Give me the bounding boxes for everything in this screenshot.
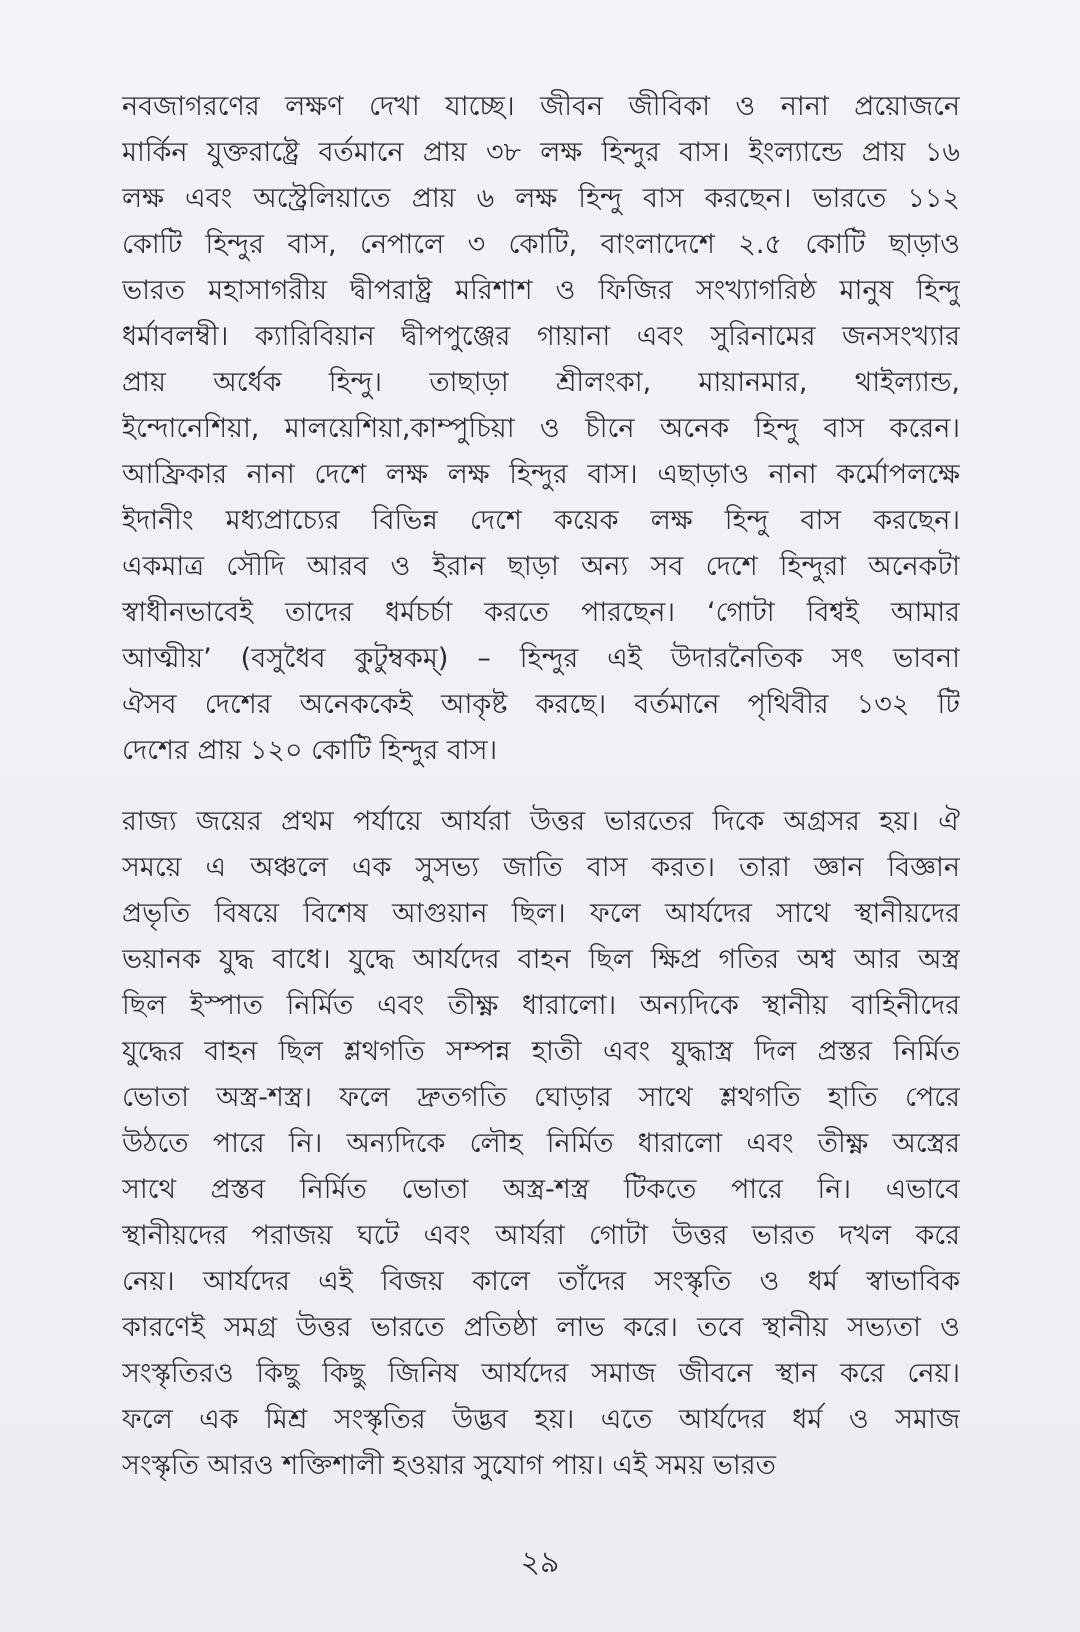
text-line: আত্মীয়’ (বসুধৈব কুটুম্বকম্) – হিন্দুর এই উদারনৈতিক সৎ ভাবনা bbox=[122, 643, 960, 674]
text-line: ভয়ানক যুদ্ধ বাধে। যুদ্ধে আর্যদের বাহন ছিল ক্ষিপ্র গতির অশ্ব আর অস্ত্র bbox=[122, 944, 960, 975]
text-line: সংস্কৃতিরও কিছু কিছু জিনিষ আর্যদের সমাজ জীবনে স্থান করে নেয়। bbox=[122, 1358, 960, 1389]
text-line: ধর্মাবলম্বী। ক্যারিবিয়ান দ্বীপপুঞ্জের গায়ানা এবং সুরিনামের জনসংখ্যার bbox=[122, 321, 960, 352]
text-line: আফ্রিকার নানা দেশে লক্ষ লক্ষ হিন্দুর বাস। এছাড়াও নানা কর্মোপলক্ষে bbox=[122, 459, 960, 490]
text-line: কারণেই সমগ্র উত্তর ভারতে প্রতিষ্ঠা লাভ করে। তবে স্থানীয় সভ্যতা ও bbox=[122, 1312, 960, 1343]
paragraph-hindu-diaspora bbox=[122, 84, 960, 774]
text-line: ঐসব দেশের অনেককেই আকৃষ্ট করছে। বর্তমানে পৃথিবীর ১৩২ টি bbox=[122, 689, 960, 720]
text-line: ইদানীং মধ্যপ্রাচ্যের বিভিন্ন দেশে কয়েক লক্ষ হিন্দু বাস করছেন। bbox=[122, 505, 960, 536]
text-line: কোটি হিন্দুর বাস, নেপালে ৩ কোটি, বাংলাদেশে ২.৫ কোটি ছাড়াও bbox=[122, 229, 960, 260]
text-line: সময়ে এ অঞ্চলে এক সুসভ্য জাতি বাস করত। তারা জ্ঞান বিজ্ঞান bbox=[122, 852, 960, 883]
text-line: সাথে প্রস্তব নির্মিত ভোতা অস্ত্র-শস্ত্র টিকতে পারে নি। এভাবে bbox=[122, 1174, 960, 1205]
text-line: ভোতা অস্ত্র-শস্ত্র। ফলে দ্রুতগতি ঘোড়ার সাথে শ্লথগতি হাতি পেরে bbox=[122, 1082, 960, 1113]
text-line: নেয়। আর্যদের এই বিজয় কালে তাঁদের সংস্কৃতি ও ধর্ম স্বাভাবিক bbox=[122, 1266, 960, 1297]
page-number: ২৯ bbox=[520, 1545, 560, 1580]
paragraph-aryan-conquest bbox=[122, 799, 960, 1489]
text-line: উঠতে পারে নি। অন্যদিকে লৌহ নির্মিত ধারালো এবং তীক্ষ্ণ অস্ত্রের bbox=[122, 1128, 960, 1159]
text-line: স্থানীয়দের পরাজয় ঘটে এবং আর্যরা গোটা উত্তর ভারত দখল করে bbox=[122, 1220, 960, 1251]
text-line: মার্কিন যুক্তরাষ্ট্রে বর্তমানে প্রায় ৩৮ লক্ষ হিন্দুর বাস। ইংল্যান্ডে প্রায় ১৬ bbox=[122, 137, 960, 168]
text-line: স্বাধীনভাবেই তাদের ধর্মচর্চা করতে পারছেন। ‘গোটা বিশ্বই আমার bbox=[122, 597, 960, 628]
text-line: রাজ্য জয়ের প্রথম পর্যায়ে আর্যরা উত্তর ভারতের দিকে অগ্রসর হয়। ঐ bbox=[122, 806, 960, 837]
text-line: সংস্কৃতি আরও শক্তিশালী হওয়ার সুযোগ পায়। এই সময় ভারত bbox=[122, 1450, 776, 1481]
text-line: প্রভৃতি বিষয়ে বিশেষ আগুয়ান ছিল। ফলে আর্যদের সাথে স্থানীয়দের bbox=[122, 898, 960, 929]
text-line: ইন্দোনেশিয়া, মালয়েশিয়া,কাম্পুচিয়া ও চীনে অনেক হিন্দু বাস করেন। bbox=[122, 413, 960, 444]
text-line: ফলে এক মিশ্র সংস্কৃতির উদ্ভব হয়। এতে আর্যদের ধর্ম ও সমাজ bbox=[122, 1404, 960, 1435]
text-line: দেশের প্রায় ১২০ কোটি হিন্দুর বাস। bbox=[122, 735, 498, 766]
text-line: ছিল ইস্পাত নির্মিত এবং তীক্ষ্ণ ধারালো। অন্যদিকে স্থানীয় বাহিনীদের bbox=[122, 990, 960, 1021]
text-line: প্রায় অর্ধেক হিন্দু। তাছাড়া শ্রীলংকা, মায়ানমার, থাইল্যান্ড, bbox=[122, 367, 960, 398]
text-line: নবজাগরণের লক্ষণ দেখা যাচ্ছে। জীবন জীবিকা ও নানা প্রয়োজনে bbox=[122, 91, 960, 122]
text-line: লক্ষ এবং অস্ট্রেলিয়াতে প্রায় ৬ লক্ষ হিন্দু বাস করছেন। ভারতে ১১২ bbox=[122, 183, 960, 214]
text-line: যুদ্ধের বাহন ছিল শ্লথগতি সম্পন্ন হাতী এবং যুদ্ধাস্ত্র দিল প্রস্তর নির্মিত bbox=[122, 1036, 960, 1067]
text-line: ভারত মহাসাগরীয় দ্বীপরাষ্ট্র মরিশাশ ও ফিজির সংখ্যাগরিষ্ঠ মানুষ হিন্দু bbox=[122, 275, 960, 306]
text-line: একমাত্র সৌদি আরব ও ইরান ছাড়া অন্য সব দেশে হিন্দুরা অনেকটা bbox=[122, 551, 960, 582]
